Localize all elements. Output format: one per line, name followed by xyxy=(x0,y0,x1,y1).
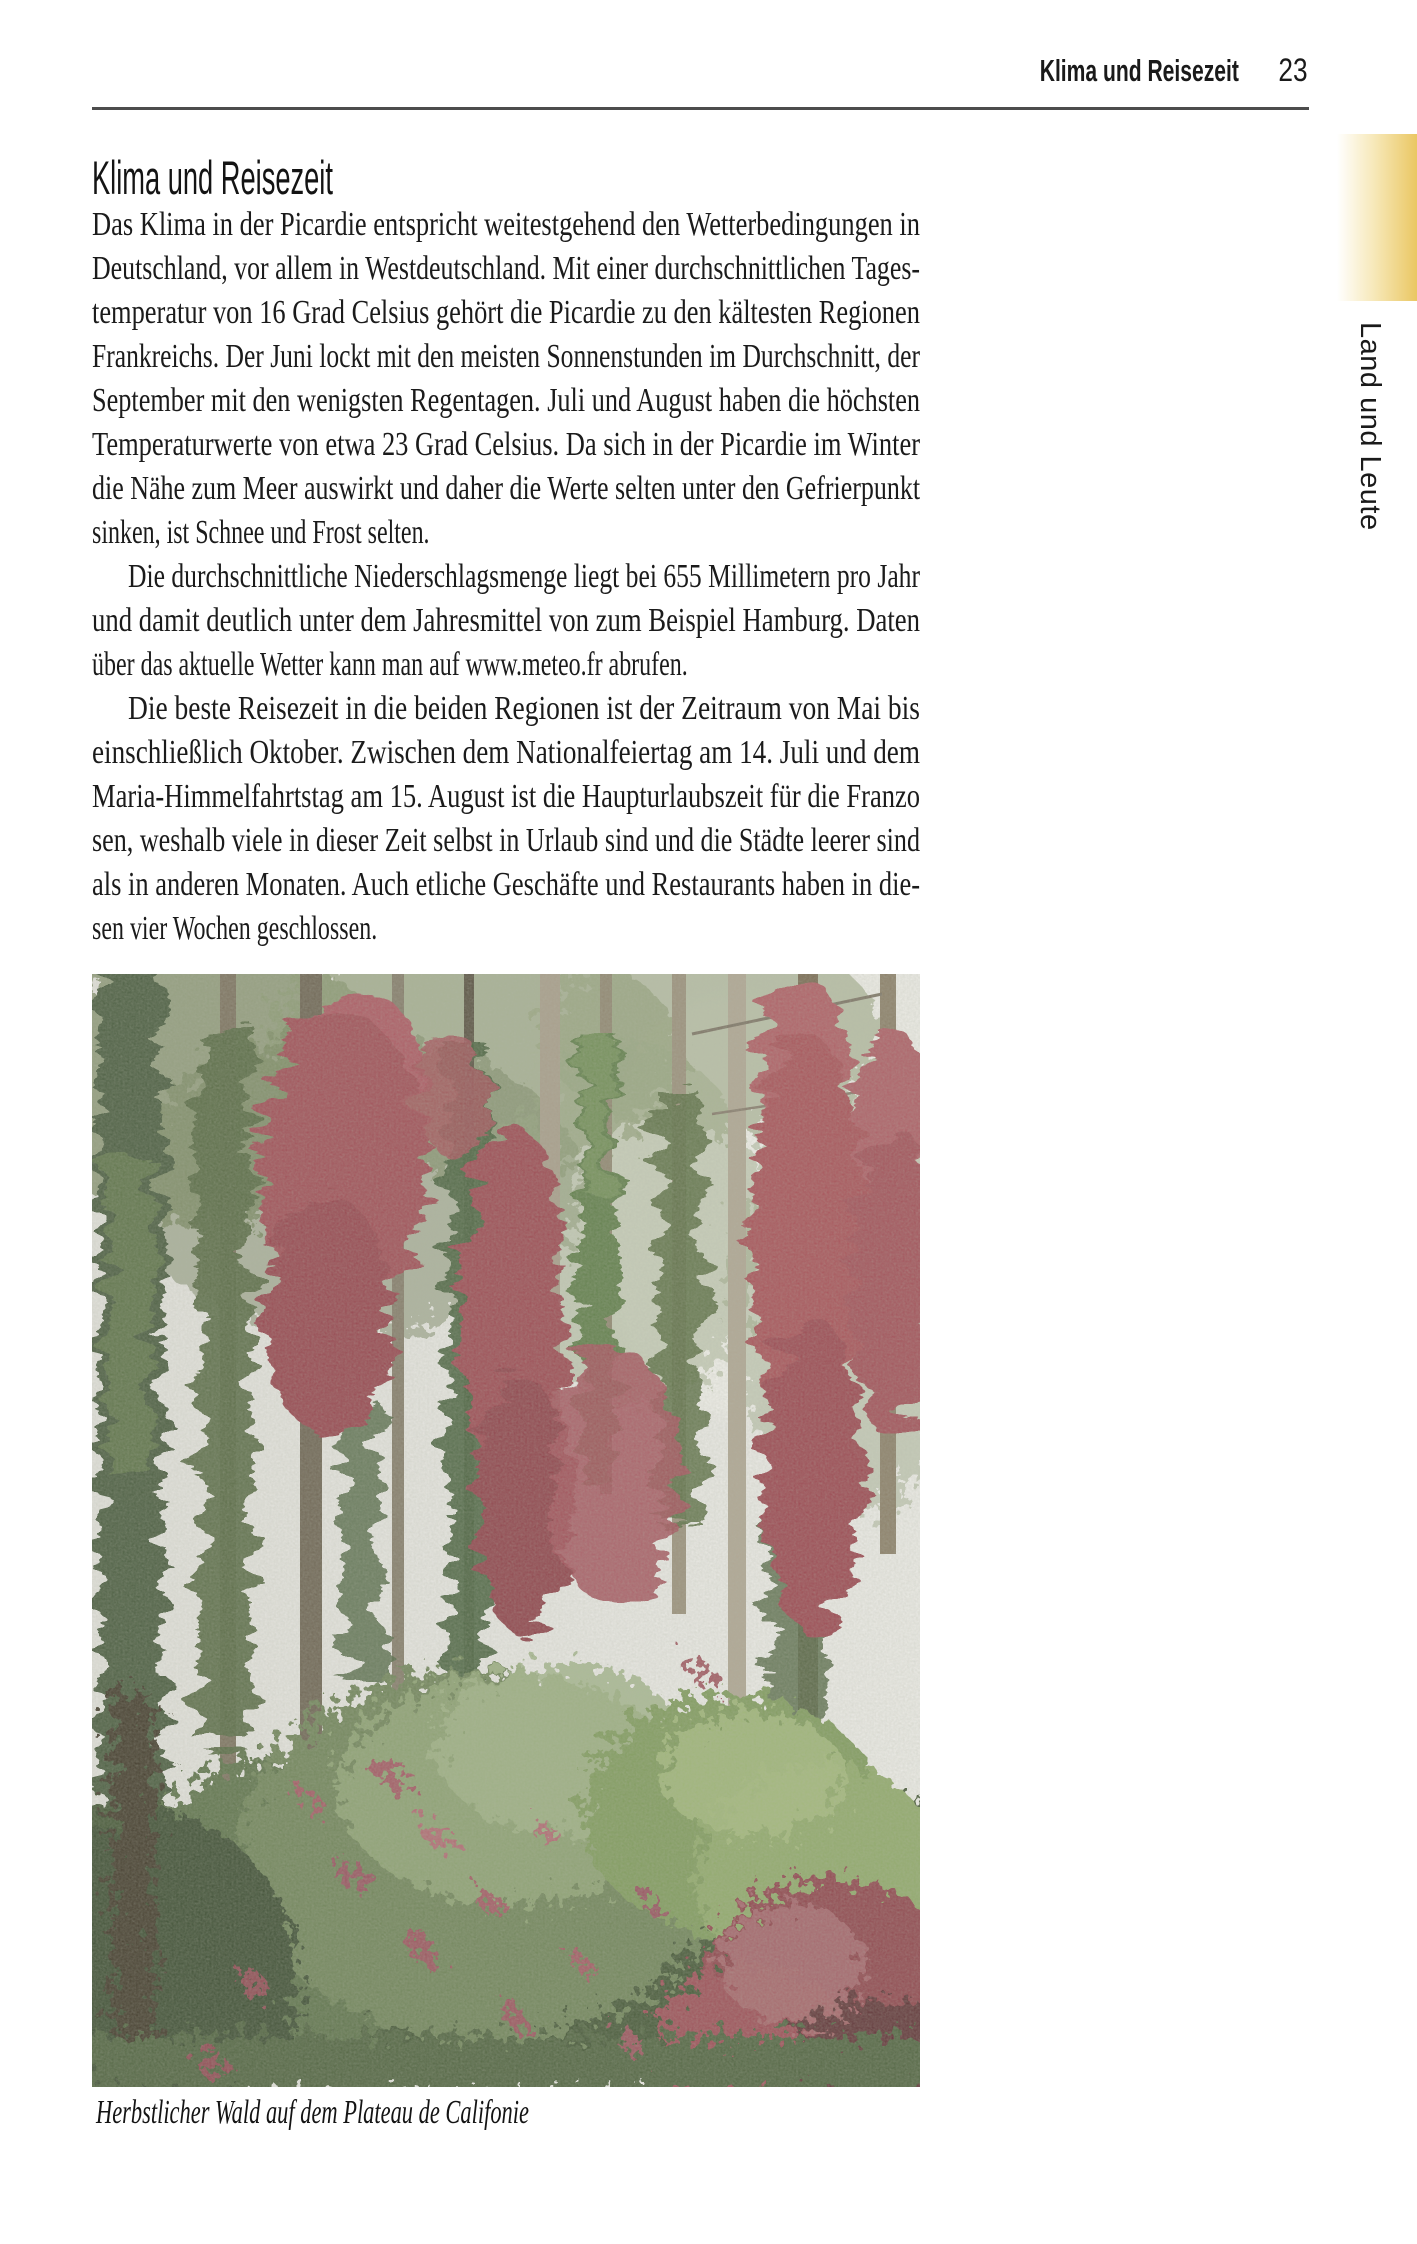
text-line: sen vier Wochen geschlossen. xyxy=(92,910,378,947)
photo-caption: Herbstlicher Wald auf dem Plateau de Califonie xyxy=(96,2094,529,2131)
text-line: September mit den wenigsten Regentagen. Juli und August haben die höchsten xyxy=(92,382,921,419)
running-header xyxy=(946,52,1308,89)
forest-photo xyxy=(92,974,920,2087)
text-line: Frankreichs. Der Juni lockt mit den meisten Sonnenstunden im Durchschnitt, der xyxy=(92,338,920,375)
paragraph xyxy=(92,203,920,555)
text-line: einschließlich Oktober. Zwischen dem Nationalfeiertag am 14. Juli und dem xyxy=(92,734,920,771)
text-line: Die beste Reisezeit in die beiden Regionen ist der Zeitraum von Mai bis xyxy=(128,690,921,727)
text-line: Maria-Himmelfahrtstag am 15. August ist die Haupturlaubszeit für die Franzo xyxy=(92,778,921,815)
text-line: über das aktuelle Wetter kann man auf www.meteo.fr abrufen. xyxy=(92,646,688,683)
text-line: Die durchschnittliche Niederschlagsmenge liegt bei 655 Millimetern pro Jahr xyxy=(128,558,921,595)
text-line: temperatur von 16 Grad Celsius gehört die Picardie zu den kältesten Regionen xyxy=(92,294,920,331)
text-line: als in anderen Monaten. Auch etliche Geschäfte und Restaurants haben in die- xyxy=(92,866,921,903)
text-line: sinken, ist Schnee und Frost selten. xyxy=(92,514,430,551)
running-header-title: Klima und Reisezeit xyxy=(1039,53,1239,88)
text-line: Temperaturwerte von etwa 23 Grad Celsius. Da sich in der Picardie im Winter xyxy=(92,426,921,463)
header-rule xyxy=(92,107,1309,110)
page-title: Klima und Reisezeit xyxy=(92,151,333,205)
chapter-sidebar-label: Land und Leute xyxy=(1354,322,1386,531)
text-line: und damit deutlich unter dem Jahresmittel von zum Beispiel Hamburg. Daten xyxy=(92,602,920,639)
chapter-tab xyxy=(1337,134,1417,301)
paragraph xyxy=(92,555,920,687)
text-line: Das Klima in der Picardie entspricht weitestgehend den Wetterbedingungen in xyxy=(92,206,920,243)
text-line: Deutschland, vor allem in Westdeutschland. Mit einer durchschnittlichen Tages- xyxy=(92,250,921,287)
text-line: sen, weshalb viele in dieser Zeit selbst in Urlaub sind und die Städte leerer sind xyxy=(92,822,920,859)
page-number: 23 xyxy=(1278,52,1308,88)
body-text xyxy=(92,203,920,951)
paragraph xyxy=(92,687,920,951)
text-line: die Nähe zum Meer auswirkt und daher die Werte selten unter den Gefrierpunkt xyxy=(92,470,921,507)
